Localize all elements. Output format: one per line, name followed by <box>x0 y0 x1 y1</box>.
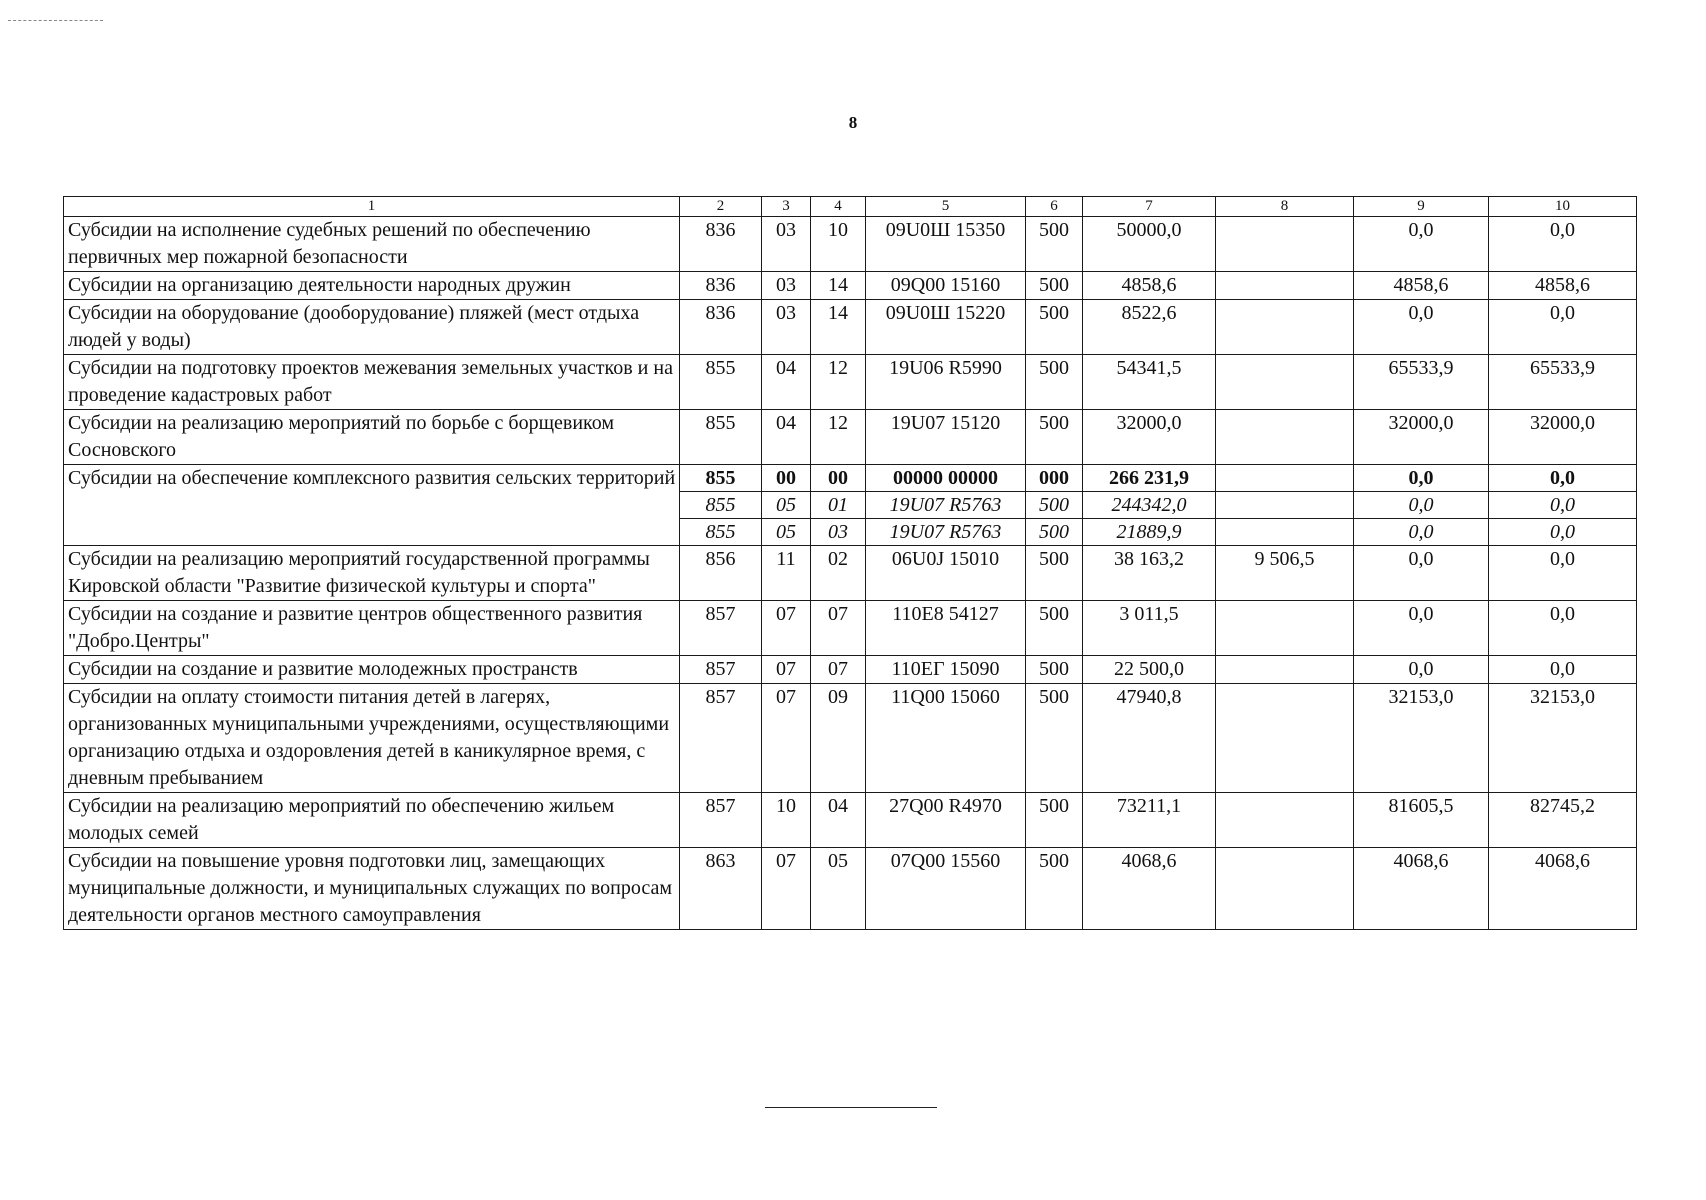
cell-col7: 32000,0 <box>1083 410 1216 465</box>
cell-col6: 500 <box>1026 272 1083 300</box>
cell-col3: 03 <box>762 300 811 355</box>
cell-col2: 857 <box>680 684 762 793</box>
budget-table <box>63 196 1637 930</box>
cell-col10: 4858,6 <box>1489 272 1637 300</box>
cell-col2: 856 <box>680 546 762 601</box>
cell-col4: 12 <box>811 410 866 465</box>
cell-col9: 4068,6 <box>1354 848 1489 930</box>
cell-col10: 4068,6 <box>1489 848 1637 930</box>
row-name-cell: Субсидии на реализацию мероприятий по обеспечению жильем молодых семей <box>64 793 680 848</box>
cell-col3: 11 <box>762 546 811 601</box>
cell-col3: 04 <box>762 355 811 410</box>
cell-col9: 0,0 <box>1354 300 1489 355</box>
cell-col4: 12 <box>811 355 866 410</box>
cell-col2: 836 <box>680 217 762 272</box>
cell-col9: 0,0 <box>1354 519 1489 546</box>
cell-col5: 19U06 R5990 <box>866 355 1026 410</box>
cell-col5: 19U07 R5763 <box>866 519 1026 546</box>
cell-col8 <box>1216 465 1354 492</box>
cell-col6: 500 <box>1026 217 1083 272</box>
cell-col4: 05 <box>811 848 866 930</box>
table-header-row <box>64 197 1637 217</box>
cell-col8 <box>1216 492 1354 519</box>
cell-col2: 863 <box>680 848 762 930</box>
row-name-cell: Субсидии на создание и развитие центров общественного развития "Добро.Центры" <box>64 601 680 656</box>
cell-col8 <box>1216 272 1354 300</box>
cell-col9: 4858,6 <box>1354 272 1489 300</box>
cell-col6: 500 <box>1026 300 1083 355</box>
column-header: 9 <box>1354 197 1489 217</box>
cell-col2: 857 <box>680 793 762 848</box>
cell-col9: 81605,5 <box>1354 793 1489 848</box>
table-row-total <box>64 465 1637 492</box>
cell-col5: 11Q00 15060 <box>866 684 1026 793</box>
row-name-cell: Субсидии на оборудование (дооборудование) пляжей (мест отдыха людей у воды) <box>64 300 680 355</box>
table-row <box>64 355 1637 410</box>
cell-col7: 73211,1 <box>1083 793 1216 848</box>
cell-col9: 65533,9 <box>1354 355 1489 410</box>
row-name-cell: Субсидии на обеспечение комплексного развития сельских территорий <box>64 465 680 546</box>
cell-col2: 857 <box>680 601 762 656</box>
cell-col8 <box>1216 410 1354 465</box>
cell-col8 <box>1216 656 1354 684</box>
cell-col4: 14 <box>811 272 866 300</box>
row-name-cell: Субсидии на реализацию мероприятий государственной программы Кировской области "Развитие физической культуры и спорта" <box>64 546 680 601</box>
cell-col10: 0,0 <box>1489 546 1637 601</box>
cell-col9: 0,0 <box>1354 465 1489 492</box>
cell-col4: 03 <box>811 519 866 546</box>
cell-col3: 05 <box>762 519 811 546</box>
cell-col7: 8522,6 <box>1083 300 1216 355</box>
cell-col3: 04 <box>762 410 811 465</box>
page-number: 8 <box>848 113 858 132</box>
cell-col7: 244342,0 <box>1083 492 1216 519</box>
cell-col4: 14 <box>811 300 866 355</box>
cell-col10: 0,0 <box>1489 492 1637 519</box>
cell-col4: 02 <box>811 546 866 601</box>
cell-col4: 01 <box>811 492 866 519</box>
cell-col4: 07 <box>811 601 866 656</box>
row-name-cell: Субсидии на оплату стоимости питания детей в лагерях, организованных муниципальными учреждениями, осуществляющими организацию отдыха и оздоровления детей в каникулярное время, с дневным пребыванием <box>64 684 680 793</box>
cell-col10: 0,0 <box>1489 519 1637 546</box>
cell-col7: 21889,9 <box>1083 519 1216 546</box>
cell-col4: 09 <box>811 684 866 793</box>
column-header: 2 <box>680 197 762 217</box>
cell-col5: 19U07 R5763 <box>866 492 1026 519</box>
table-row <box>64 217 1637 272</box>
cell-col2: 855 <box>680 492 762 519</box>
cell-col7: 50000,0 <box>1083 217 1216 272</box>
row-name-cell: Субсидии на повышение уровня подготовки лиц, замещающих муниципальные должности, и муниципальных служащих по вопросам деятельности органов местного самоуправления <box>64 848 680 930</box>
cell-col2: 855 <box>680 465 762 492</box>
table-row <box>64 546 1637 601</box>
cell-col5: 06U0J 15010 <box>866 546 1026 601</box>
table-row <box>64 656 1637 684</box>
cell-col8 <box>1216 300 1354 355</box>
cell-col8 <box>1216 217 1354 272</box>
cell-col9: 32000,0 <box>1354 410 1489 465</box>
row-name-cell: Субсидии на исполнение судебных решений по обеспечению первичных мер пожарной безопасности <box>64 217 680 272</box>
cell-col5: 110E8 54127 <box>866 601 1026 656</box>
table-row <box>64 793 1637 848</box>
cell-col10: 0,0 <box>1489 300 1637 355</box>
cell-col2: 855 <box>680 355 762 410</box>
cell-col4: 04 <box>811 793 866 848</box>
cell-col5: 07Q00 15560 <box>866 848 1026 930</box>
cell-col7: 4858,6 <box>1083 272 1216 300</box>
cell-col7: 266 231,9 <box>1083 465 1216 492</box>
cell-col10: 0,0 <box>1489 465 1637 492</box>
cell-col3: 07 <box>762 684 811 793</box>
column-header: 8 <box>1216 197 1354 217</box>
row-name-cell: Субсидии на подготовку проектов межевания земельных участков и на проведение кадастровых работ <box>64 355 680 410</box>
cell-col8 <box>1216 601 1354 656</box>
cell-col3: 00 <box>762 465 811 492</box>
cell-col9: 0,0 <box>1354 601 1489 656</box>
scan-artifact-mark <box>8 20 103 21</box>
cell-col10: 32153,0 <box>1489 684 1637 793</box>
cell-col6: 500 <box>1026 848 1083 930</box>
cell-col5: 19U07 15120 <box>866 410 1026 465</box>
cell-col10: 82745,2 <box>1489 793 1637 848</box>
cell-col5: 00000 00000 <box>866 465 1026 492</box>
cell-col5: 27Q00 R4970 <box>866 793 1026 848</box>
cell-col7: 4068,6 <box>1083 848 1216 930</box>
table-row <box>64 300 1637 355</box>
cell-col6: 000 <box>1026 465 1083 492</box>
cell-col6: 500 <box>1026 546 1083 601</box>
cell-col3: 07 <box>762 848 811 930</box>
cell-col6: 500 <box>1026 684 1083 793</box>
cell-col2: 836 <box>680 300 762 355</box>
table-row <box>64 272 1637 300</box>
cell-col7: 3 011,5 <box>1083 601 1216 656</box>
cell-col6: 500 <box>1026 656 1083 684</box>
cell-col8: 9 506,5 <box>1216 546 1354 601</box>
cell-col5: 09Q00 15160 <box>866 272 1026 300</box>
cell-col10: 0,0 <box>1489 656 1637 684</box>
cell-col2: 855 <box>680 410 762 465</box>
cell-col3: 05 <box>762 492 811 519</box>
cell-col8 <box>1216 519 1354 546</box>
column-header: 1 <box>64 197 680 217</box>
cell-col10: 65533,9 <box>1489 355 1637 410</box>
cell-col6: 500 <box>1026 601 1083 656</box>
table-row <box>64 410 1637 465</box>
cell-col9: 0,0 <box>1354 217 1489 272</box>
cell-col2: 855 <box>680 519 762 546</box>
column-header: 5 <box>866 197 1026 217</box>
cell-col4: 00 <box>811 465 866 492</box>
cell-col4: 07 <box>811 656 866 684</box>
cell-col10: 0,0 <box>1489 601 1637 656</box>
row-name-cell: Субсидии на создание и развитие молодежных пространств <box>64 656 680 684</box>
cell-col9: 32153,0 <box>1354 684 1489 793</box>
cell-col3: 03 <box>762 217 811 272</box>
cell-col3: 07 <box>762 656 811 684</box>
cell-col2: 857 <box>680 656 762 684</box>
cell-col7: 47940,8 <box>1083 684 1216 793</box>
table-row <box>64 601 1637 656</box>
cell-col3: 07 <box>762 601 811 656</box>
cell-col3: 10 <box>762 793 811 848</box>
column-header: 3 <box>762 197 811 217</box>
cell-col9: 0,0 <box>1354 546 1489 601</box>
footer-separator-line <box>765 1107 937 1108</box>
cell-col7: 22 500,0 <box>1083 656 1216 684</box>
column-header: 10 <box>1489 197 1637 217</box>
column-header: 6 <box>1026 197 1083 217</box>
row-name-cell: Субсидии на реализацию мероприятий по борьбе с борщевиком Сосновского <box>64 410 680 465</box>
cell-col2: 836 <box>680 272 762 300</box>
cell-col5: 110EГ 15090 <box>866 656 1026 684</box>
cell-col8 <box>1216 355 1354 410</box>
cell-col3: 03 <box>762 272 811 300</box>
table-row <box>64 848 1637 930</box>
cell-col6: 500 <box>1026 355 1083 410</box>
cell-col5: 09U0Ш 15350 <box>866 217 1026 272</box>
cell-col8 <box>1216 793 1354 848</box>
column-header: 7 <box>1083 197 1216 217</box>
cell-col7: 38 163,2 <box>1083 546 1216 601</box>
table-row <box>64 684 1637 793</box>
cell-col10: 0,0 <box>1489 217 1637 272</box>
row-name-cell: Субсидии на организацию деятельности народных дружин <box>64 272 680 300</box>
cell-col6: 500 <box>1026 410 1083 465</box>
cell-col8 <box>1216 684 1354 793</box>
cell-col7: 54341,5 <box>1083 355 1216 410</box>
cell-col8 <box>1216 848 1354 930</box>
column-header: 4 <box>811 197 866 217</box>
cell-col9: 0,0 <box>1354 656 1489 684</box>
cell-col10: 32000,0 <box>1489 410 1637 465</box>
cell-col6: 500 <box>1026 519 1083 546</box>
cell-col4: 10 <box>811 217 866 272</box>
cell-col9: 0,0 <box>1354 492 1489 519</box>
cell-col5: 09U0Ш 15220 <box>866 300 1026 355</box>
cell-col6: 500 <box>1026 793 1083 848</box>
cell-col6: 500 <box>1026 492 1083 519</box>
